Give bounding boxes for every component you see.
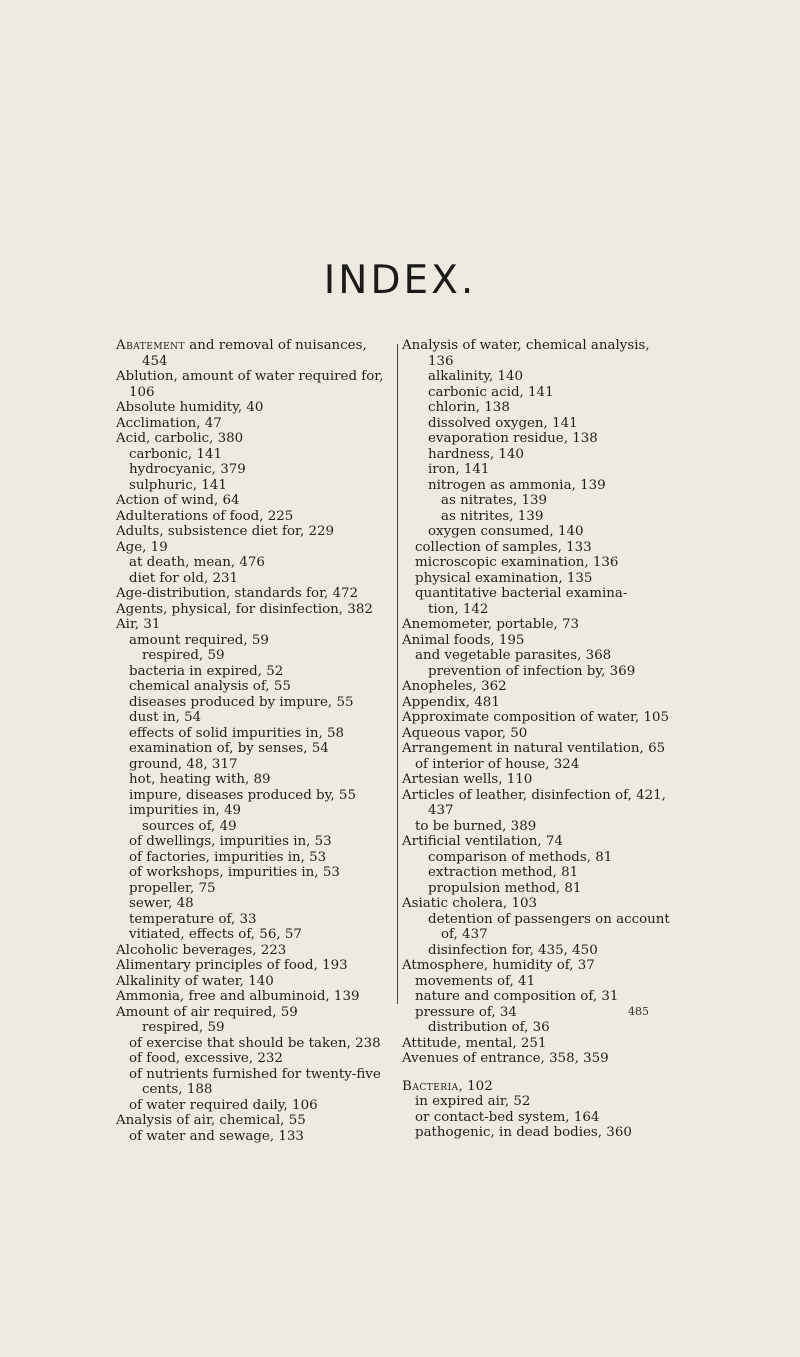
index-entry [402,493,688,509]
index-entry [116,416,399,432]
index-entry-text: examination of, by senses, 54 [129,741,329,756]
index-entry [116,710,399,726]
index-entry [402,865,688,881]
index-entry [402,726,688,742]
index-entry [402,509,688,525]
column-divider [397,344,398,1004]
index-entry [402,819,688,835]
index-entry-text: 106 [129,384,155,400]
index-entry-text: detention of passengers on account [428,911,670,927]
index-entry-text: Alimentary principles of food, 193 [116,958,348,973]
index-entry [116,803,399,819]
index-entry [116,726,399,742]
index-entry-text: Action of wind, 64 [116,493,240,508]
index-entry [402,586,688,602]
index-entry-text: of water required daily, 106 [129,1097,318,1113]
index-entry [116,354,399,370]
index-entry-text: Adults, subsistence diet for, 229 [116,524,335,539]
index-entry [402,633,688,649]
page-title: INDEX. [323,258,477,303]
index-entry-text: at death, mean, 476 [129,555,265,570]
index-entry [116,865,399,881]
index-entry [116,664,399,680]
index-entry-text: and vegetable parasites, 368 [415,648,612,663]
index-entry [402,927,688,943]
index-entry-text: sulphuric, 141 [129,477,227,493]
index-entry [402,881,688,897]
index-entry [116,974,399,990]
index-entry-text: Analysis of water, chemical analysis, [402,338,650,353]
index-entry-text: pressure of, 34 [415,1004,517,1020]
index-entry-text: disinfection for, 435, 450 [428,942,598,958]
index-column-left [116,338,399,1144]
index-entry-text: physical examination, 135 [415,570,593,586]
index-entry-text: Anemometer, portable, 73 [402,617,580,632]
index-entry-text: carbonic acid, 141 [428,384,554,400]
index-entry-text: as nitrates, 139 [441,493,548,508]
index-entry-text: iron, 141 [428,462,490,477]
index-entry-text: as nitrites, 139 [441,508,544,524]
index-entry [116,881,399,897]
index-entry [402,912,688,928]
index-entry-text: Amount of air required, 59 [116,1004,298,1020]
index-entry-text: of dwellings, impurities in, 53 [129,834,332,849]
index-entry-text: of food, excessive, 232 [129,1051,283,1066]
index-entry-text: Absolute humidity, 40 [116,400,264,415]
index-entry [402,1110,688,1126]
index-entry-text: of exercise that should be taken, 238 [129,1035,381,1051]
index-entry-text: chlorin, 138 [428,400,510,415]
index-entry-text: Acid, carbolic, 380 [116,431,244,446]
index-entry-text: Approximate composition of water, 105 [402,710,670,725]
index-entry [116,431,399,447]
index-entry [402,1051,688,1067]
index-entry [402,555,688,571]
index-entry [116,819,399,835]
index-entry [116,1113,399,1129]
index-entry-text: distribution of, 36 [428,1020,550,1035]
index-entry [402,958,688,974]
index-entry [402,602,688,618]
index-entry-text: of factories, impurities in, 53 [129,849,327,865]
index-entry [116,772,399,788]
index-entry [116,524,399,540]
index-entry-text: impurities in, 49 [129,803,242,818]
index-entry-text: sewer, 48 [129,896,194,911]
index-entry [402,943,688,959]
index-entry-text: and removal of nuisances, [185,338,367,353]
index-entry [116,788,399,804]
index-entry [402,1020,688,1036]
index-entry [116,385,399,401]
index-entry-text: alkalinity, 140 [428,369,524,384]
index-entry-text: tion, 142 [428,601,489,617]
index-heading-word: Abatement [116,338,186,353]
index-entry [116,1005,399,1021]
index-entry-text: 454 [142,353,168,369]
index-entry [402,385,688,401]
index-entry [116,648,399,664]
index-entry-text: , 102 [458,1078,493,1094]
index-entry [116,602,399,618]
index-entry [402,1125,688,1141]
index-entry-text: Alkalinity of water, 140 [116,973,274,989]
index-entry [402,1079,688,1095]
index-entry [402,478,688,494]
index-entry-text: of water and sewage, 133 [129,1128,304,1144]
index-entry [402,741,688,757]
index-entry [402,571,688,587]
index-entry [116,757,399,773]
index-entry-text: cents, 188 [142,1082,213,1097]
index-entry-text: dust in, 54 [129,710,202,725]
index-entry [402,772,688,788]
index-entry [402,524,688,540]
index-entry-text: pathogenic, in dead bodies, 360 [415,1125,632,1140]
index-entry [116,509,399,525]
index-entry [116,493,399,509]
index-entry-text: Analysis of air, chemical, 55 [116,1113,306,1128]
index-entry [116,1051,399,1067]
index-entry-text: diseases produced by impure, 55 [129,694,354,710]
index-entry [402,850,688,866]
index-entry [402,974,688,990]
index-entry-text: Adulterations of food, 225 [116,508,294,524]
index-entry-text: oxygen consumed, 140 [428,524,584,539]
index-entry-text: Acclimation, 47 [116,415,222,431]
index-entry [116,571,399,587]
index-entry [402,989,688,1005]
index-entry-text: amount required, 59 [129,632,269,648]
index-entry-text: Animal foods, 195 [402,632,525,648]
index-entry [402,648,688,664]
index-entry-text: Air, 31 [116,617,161,632]
index-entry [402,400,688,416]
index-entry-text: Agents, physical, for disinfection, 382 [116,601,373,617]
index-entry [402,695,688,711]
index-entry-text: Anopheles, 362 [402,679,507,694]
index-entry-text: effects of solid impurities in, 58 [129,725,345,741]
index-entry-text: Attitude, mental, 251 [402,1035,547,1051]
index-entry [402,803,688,819]
index-entry-text: sources of, 49 [142,818,237,834]
index-entry [116,1036,399,1052]
index-entry-text: nitrogen as ammonia, 139 [428,477,606,493]
index-entry-text: Arrangement in natural ventilation, 65 [402,741,666,756]
index-entry [402,1094,688,1110]
index-entry-text: chemical analysis of, 55 [129,679,291,694]
index-entry [402,757,688,773]
index-entry [116,989,399,1005]
index-entry-text: propeller, 75 [129,880,216,896]
index-entry-text: respired, 59 [142,1020,225,1035]
index-entry [402,664,688,680]
index-entry [116,555,399,571]
index-entry-text: prevention of infection by, 369 [428,663,636,679]
index-entry [402,369,688,385]
index-entry-text: bacteria in expired, 52 [129,663,284,679]
index-entry-text: collection of samples, 133 [415,539,592,555]
index-column-right [402,338,688,1141]
index-entry-text: Aqueous vapor, 50 [402,725,528,741]
index-entry [402,431,688,447]
index-entry [402,710,688,726]
index-entry-text: diet for old, 231 [129,570,239,586]
index-entry-text: hardness, 140 [428,446,524,462]
index-entry [402,416,688,432]
index-entry [402,679,688,695]
index-entry [402,540,688,556]
index-entry-text: vitiated, effects of, 56, 57 [129,927,302,942]
index-entry-text: Appendix, 481 [402,694,500,710]
index-entry-text: Asiatic cholera, 103 [402,896,538,911]
index-entry-text: quantitative bacterial examina- [415,586,628,601]
index-entry-text: extraction method, 81 [428,865,579,880]
index-entry-text: impure, diseases produced by, 55 [129,787,356,803]
index-entry-text: hot, heating with, 89 [129,772,271,787]
index-entry [116,586,399,602]
index-entry [402,338,688,354]
index-entry [116,617,399,633]
index-entry [402,896,688,912]
index-entry-text: evaporation residue, 138 [428,431,598,446]
index-entry [402,1036,688,1052]
index-entry [116,912,399,928]
index-entry [116,927,399,943]
index-entry [116,695,399,711]
index-entry-text: Age, 19 [116,539,168,555]
index-entry [116,1129,399,1145]
index-entry [402,462,688,478]
index-entry-text: Ablution, amount of water required for, [116,369,384,384]
index-entry-text: of workshops, impurities in, 53 [129,865,340,880]
index-entry-text: nature and composition of, 31 [415,989,619,1004]
index-entry [402,447,688,463]
index-entry-text: Atmosphere, humidity of, 37 [402,958,595,973]
index-entry [116,1067,399,1083]
index-entry-text: hydrocyanic, 379 [129,462,246,477]
index-entry-text: propulsion method, 81 [428,880,582,896]
index-entry [116,943,399,959]
index-entry-text: to be burned, 389 [415,818,537,834]
index-entry-text: dissolved oxygen, 141 [428,415,578,431]
index-entry [116,896,399,912]
index-entry-text: in expired air, 52 [415,1094,531,1109]
index-entry-text: ground, 48, 317 [129,756,238,772]
index-entry-text: Ammonia, free and albuminoid, 139 [116,989,360,1004]
index-entry-text: of, 437 [441,927,488,942]
index-entry [116,540,399,556]
index-entry-text: 437 [428,803,454,818]
index-entry [116,958,399,974]
index-entry [116,447,399,463]
index-entry [116,850,399,866]
index-entry [402,617,688,633]
index-entry [116,741,399,757]
index-entry-text: or contact-bed system, 164 [415,1109,600,1125]
index-entry [116,1098,399,1114]
index-entry [116,338,399,354]
index-entry-text: microscopic examination, 136 [415,555,619,570]
index-heading-word: Bacteria [402,1078,459,1094]
index-entry [116,369,399,385]
index-entry [116,400,399,416]
page-number: 485 [628,1005,649,1018]
index-entry [116,633,399,649]
index-entry [402,354,688,370]
index-entry-text: of interior of house, 324 [415,756,580,772]
index-entry [116,462,399,478]
index-entry-text: movements of, 41 [415,973,536,989]
index-entry [116,1082,399,1098]
index-entry-text: comparison of methods, 81 [428,849,613,865]
index-entry [116,478,399,494]
index-entry-text: carbonic, 141 [129,446,222,462]
index-entry-text: Articles of leather, disinfection of, 421, [402,787,666,803]
index-entry [116,834,399,850]
index-entry-text: Alcoholic beverages, 223 [116,942,287,958]
index-entry-text: Age-distribution, standards for, 472 [116,586,359,601]
index-entry-text: Artificial ventilation, 74 [402,834,563,849]
index-entry [116,1020,399,1036]
index-entry [402,834,688,850]
index-entry-text: Avenues of entrance, 358, 359 [402,1051,609,1066]
index-entry-text: Artesian wells, 110 [402,772,533,787]
index-entry-text: temperature of, 33 [129,911,257,927]
index-entry-text: of nutrients furnished for twenty-five [129,1066,381,1082]
index-entry-text: respired, 59 [142,648,225,663]
index-entry-text: 136 [428,353,454,369]
index-entry [402,788,688,804]
index-entry [116,679,399,695]
